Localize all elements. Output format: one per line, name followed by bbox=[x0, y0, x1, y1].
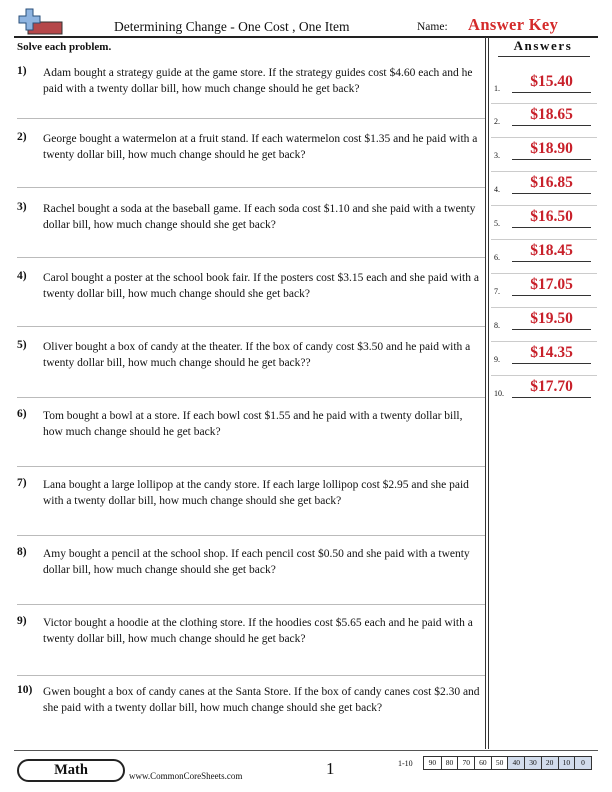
problem-text: Carol bought a poster at the school book fair. If the posters cost $3.15 each and she paid with a twenty dollar bill, how much change should she get back? bbox=[43, 272, 479, 300]
answer-number: 8. bbox=[494, 321, 500, 330]
answer-line bbox=[512, 363, 591, 364]
answer-value: $18.45 bbox=[530, 242, 573, 259]
answer-value: $17.70 bbox=[530, 378, 573, 395]
answer-key-label: Answer Key bbox=[468, 15, 559, 34]
name-label: Name: bbox=[417, 21, 448, 33]
answer-line bbox=[512, 125, 591, 126]
problem-text: Amy bought a pencil at the school shop. If each pencil cost $0.50 and she paid with a twenty dollar bill, how much change should she get back? bbox=[43, 548, 470, 576]
score-cell: 30 bbox=[524, 757, 541, 769]
score-cell: 40 bbox=[507, 757, 524, 769]
answer-row-3 bbox=[494, 138, 598, 162]
answer-value: $17.05 bbox=[530, 276, 573, 293]
answer-row-7 bbox=[494, 274, 598, 298]
answer-line bbox=[512, 397, 591, 398]
answer-line bbox=[512, 329, 591, 330]
score-cell: 10 bbox=[558, 757, 575, 769]
subject-badge: Math bbox=[17, 759, 125, 782]
answer-line bbox=[512, 92, 591, 93]
answer-row-4 bbox=[494, 172, 598, 196]
answer-line bbox=[512, 193, 591, 194]
score-cell: 0 bbox=[574, 757, 591, 769]
answers-heading-underline bbox=[498, 56, 590, 57]
problem-separator bbox=[17, 535, 485, 536]
problem-separator bbox=[17, 187, 485, 188]
problem-text: Rachel bought a soda at the baseball game. If each soda cost $1.10 and she paid with a twenty dollar bill, how much change should she get back? bbox=[43, 203, 476, 231]
answer-row-6 bbox=[494, 240, 598, 264]
problem-text: Adam bought a strategy guide at the game store. If the strategy guides cost $4.60 each and he paid with a twenty dollar bill, how much change should he get back? bbox=[43, 67, 473, 95]
answer-row-10 bbox=[494, 376, 598, 400]
score-cell: 50 bbox=[491, 757, 508, 769]
instructions: Solve each problem. bbox=[17, 41, 112, 53]
answer-number: 2. bbox=[494, 117, 500, 126]
answer-number: 3. bbox=[494, 151, 500, 160]
answer-row-5 bbox=[494, 206, 598, 230]
column-divider bbox=[488, 37, 489, 749]
problem-number: 2) bbox=[17, 131, 27, 143]
column-divider bbox=[485, 37, 486, 749]
problem-number: 4) bbox=[17, 270, 27, 282]
worksheet-title: Determining Change - One Cost , One Item bbox=[114, 19, 350, 34]
answer-number: 9. bbox=[494, 355, 500, 364]
answer-number: 10. bbox=[494, 389, 504, 398]
answer-line bbox=[512, 227, 591, 228]
footer-rule bbox=[14, 750, 598, 751]
problem-separator bbox=[17, 397, 485, 398]
commoncoresheets-logo-icon bbox=[18, 8, 64, 36]
answer-line bbox=[512, 159, 591, 160]
problem-text: Lana bought a large lollipop at the candy store. If each large lollipop cost $2.95 and she paid with a twenty dollar bill, how much change should she get back? bbox=[43, 479, 469, 507]
problem-text: Gwen bought a box of candy canes at the Santa Store. If the box of candy canes cost $2.30 and she paid with a twenty dollar bill, how much change should she get back? bbox=[43, 686, 480, 714]
answer-row-8 bbox=[494, 308, 598, 332]
website-label: www.CommonCoreSheets.com bbox=[129, 771, 243, 781]
answer-value: $18.65 bbox=[530, 106, 573, 123]
problem-number: 7) bbox=[17, 477, 27, 489]
problem-text: George bought a watermelon at a fruit stand. If each watermelon cost $1.35 and he paid with a twenty dollar bill, how much change should he get back? bbox=[43, 133, 478, 161]
score-table bbox=[423, 756, 592, 770]
score-cell: 20 bbox=[541, 757, 558, 769]
problem-number: 8) bbox=[17, 546, 27, 558]
answer-number: 7. bbox=[494, 287, 500, 296]
problem-number: 3) bbox=[17, 201, 27, 213]
problem-number: 6) bbox=[17, 408, 27, 420]
answer-row-2 bbox=[494, 104, 598, 128]
score-cell: 70 bbox=[457, 757, 474, 769]
score-cell: 90 bbox=[428, 758, 437, 767]
answer-value: $16.50 bbox=[530, 208, 573, 225]
answer-line bbox=[512, 295, 591, 296]
answer-value: $19.50 bbox=[530, 310, 573, 327]
problem-number: 9) bbox=[17, 615, 27, 627]
answer-value: $16.85 bbox=[530, 174, 573, 191]
problem-number: 5) bbox=[17, 339, 27, 351]
problem-text: Tom bought a bowl at a store. If each bowl cost $1.55 and he paid with a twenty dollar bill, how much change should he get back? bbox=[43, 410, 463, 438]
answers-heading: Answers bbox=[513, 38, 573, 53]
page-number: 1 bbox=[326, 759, 335, 778]
problem-separator bbox=[17, 604, 485, 605]
problem-separator bbox=[17, 118, 485, 119]
score-range-label: 1-10 bbox=[398, 759, 413, 768]
answer-value: $14.35 bbox=[530, 344, 573, 361]
problem-separator bbox=[17, 257, 485, 258]
problem-separator bbox=[17, 466, 485, 467]
problem-text: Oliver bought a box of candy at the theater. If the box of candy cost $3.50 and he paid with a twenty dollar bill, how much change should he get back?? bbox=[43, 341, 471, 369]
answer-row-1 bbox=[494, 71, 598, 95]
score-cell: 60 bbox=[474, 757, 491, 769]
problem-number: 1) bbox=[17, 65, 27, 77]
answer-value: $18.90 bbox=[530, 140, 573, 157]
answer-number: 5. bbox=[494, 219, 500, 228]
answer-line bbox=[512, 261, 591, 262]
problem-text: Victor bought a hoodie at the clothing store. If the hoodies cost $5.65 each and he paid with a twenty dollar bill, how much change should he get back? bbox=[43, 617, 473, 645]
answer-value: $15.40 bbox=[530, 73, 573, 90]
problem-separator bbox=[17, 326, 485, 327]
answer-number: 1. bbox=[494, 84, 500, 93]
score-cell: 80 bbox=[441, 757, 458, 769]
problem-separator bbox=[17, 675, 485, 676]
answer-row-9 bbox=[494, 342, 598, 366]
answer-number: 4. bbox=[494, 185, 500, 194]
problem-number: 10) bbox=[17, 684, 33, 696]
answer-number: 6. bbox=[494, 253, 500, 262]
